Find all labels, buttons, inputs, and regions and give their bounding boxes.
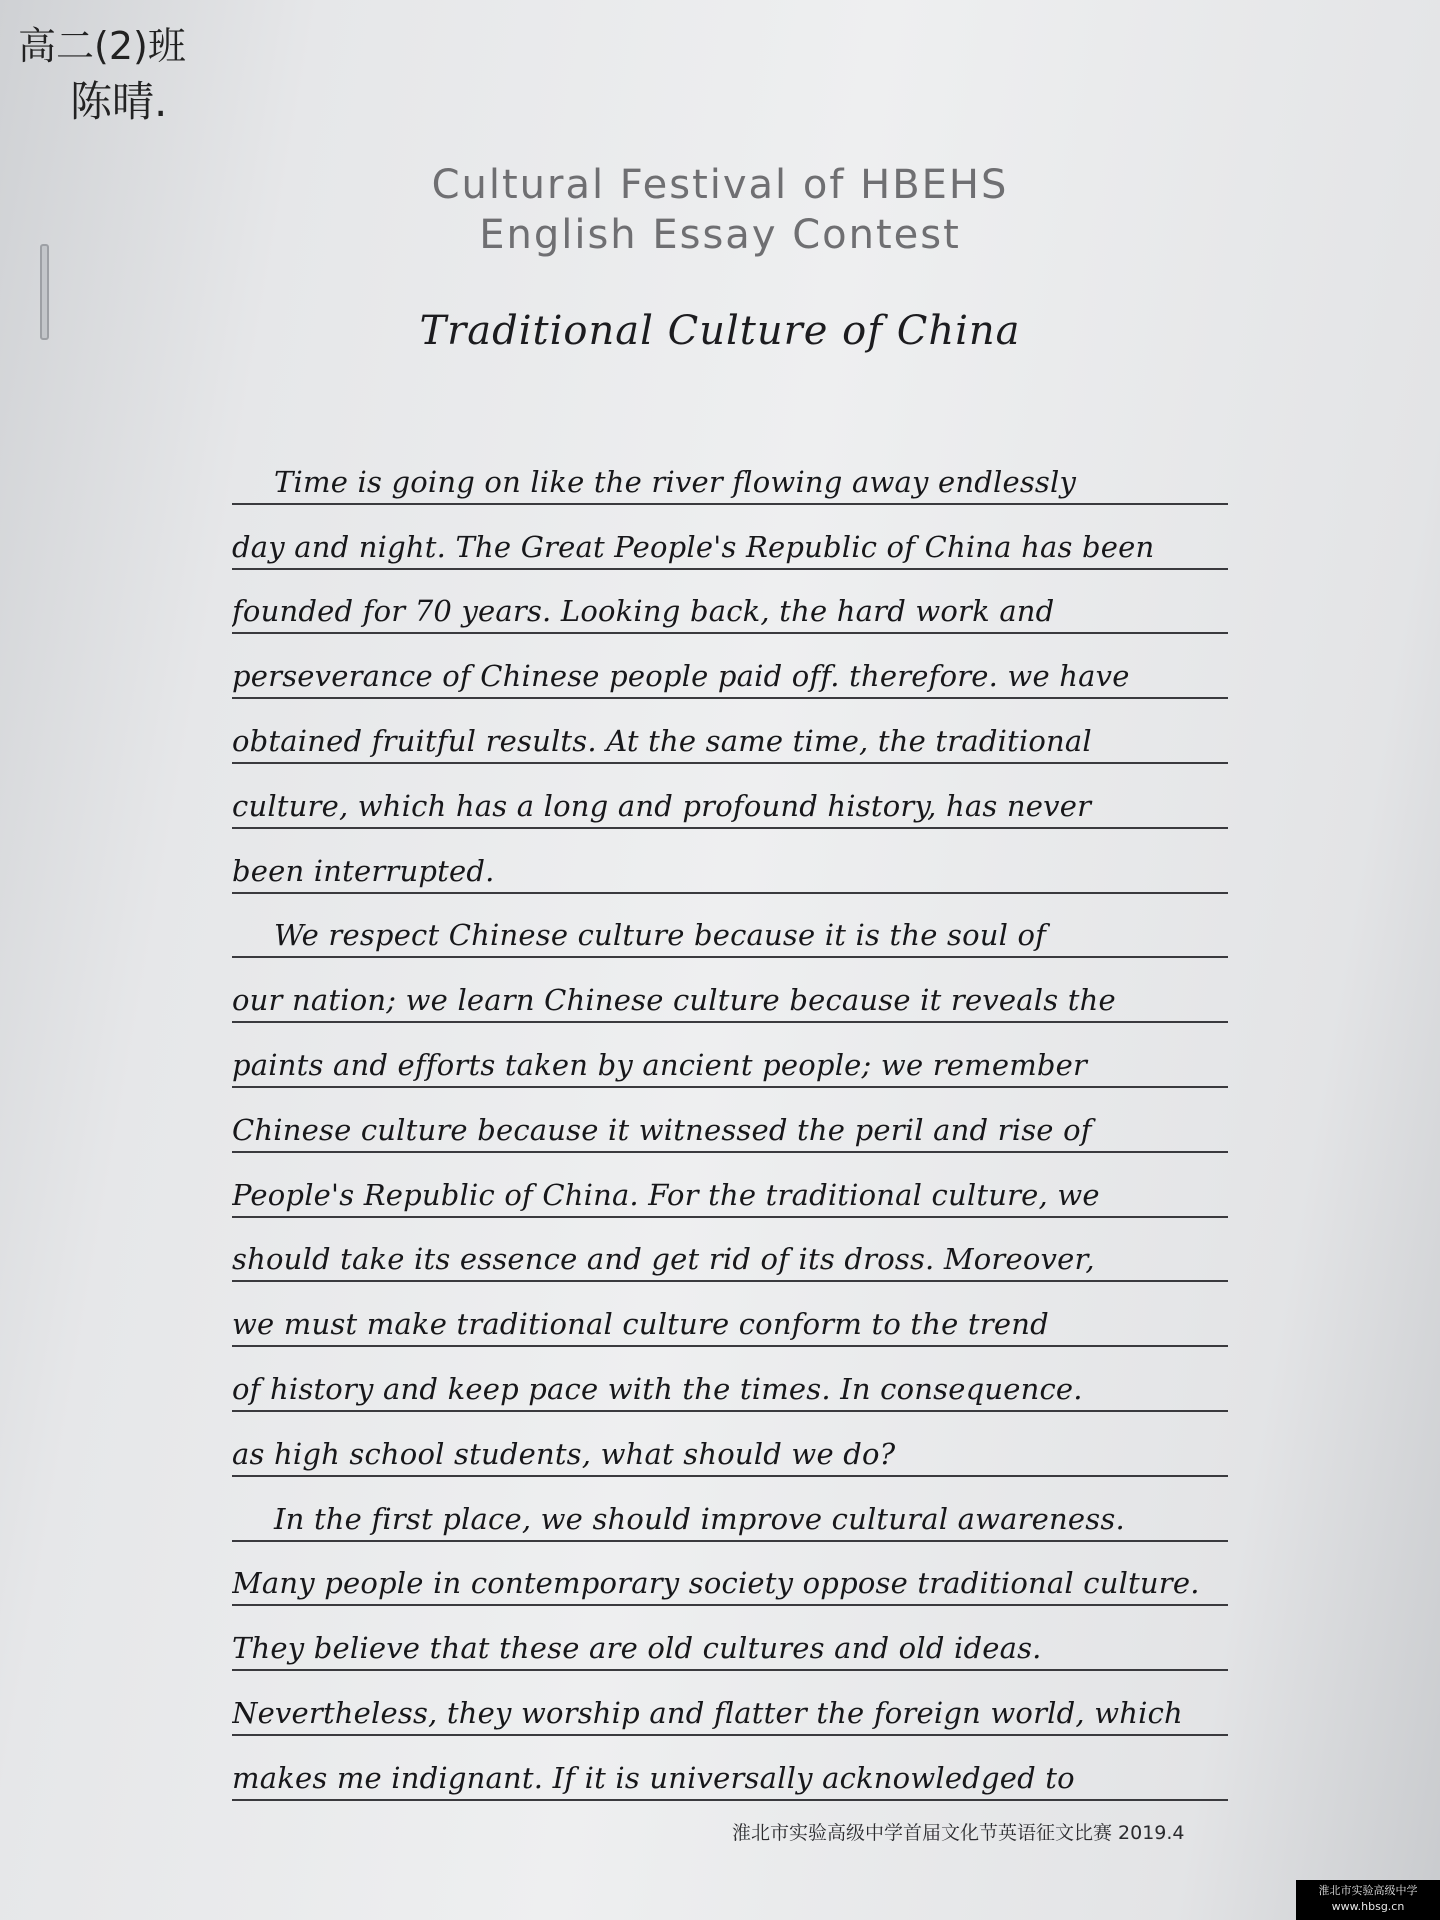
site-watermark — [1296, 1880, 1440, 1920]
class-label: 高二(2)班 — [18, 24, 186, 68]
essay-title: Traditional Culture of China — [419, 308, 1021, 354]
essay-line: perseverance of Chinese people paid off. therefore. we have — [232, 634, 1228, 699]
essay-line: culture, which has a long and profound history, has never — [232, 764, 1228, 829]
essay-line: day and night. The Great People's Republic of China has been — [232, 505, 1228, 570]
student-info — [18, 18, 186, 130]
essay-line: Many people in contemporary society oppose traditional culture. — [232, 1542, 1228, 1607]
essay-line: We respect Chinese culture because it is the soul of — [232, 894, 1228, 959]
contest-footer: 淮北市实验高级中学首届文化节英语征文比赛 2019.4 — [732, 1822, 1185, 1844]
essay-line: should take its essence and get rid of its dross. Moreover, — [232, 1218, 1228, 1283]
essay-line: obtained fruitful results. At the same time, the traditional — [232, 699, 1228, 764]
essay-line: People's Republic of China. For the traditional culture, we — [232, 1153, 1228, 1218]
contest-header — [0, 160, 1440, 260]
essay-line: of history and keep pace with the times. In consequence. — [232, 1347, 1228, 1412]
essay-line: been interrupted. — [232, 829, 1228, 894]
essay-line: Chinese culture because it witnessed the peril and rise of — [232, 1088, 1228, 1153]
watermark-line-2: www.hbsg.cn — [1331, 1900, 1405, 1913]
essay-line: as high school students, what should we do? — [232, 1412, 1228, 1477]
essay-line: Nevertheless, they worship and flatter the foreign world, which — [232, 1671, 1228, 1736]
essay-line: paints and efforts taken by ancient people; we remember — [232, 1023, 1228, 1088]
essay-line: They believe that these are old cultures and old ideas. — [232, 1606, 1228, 1671]
contest-header-line-1: Cultural Festival of HBEHS — [431, 162, 1009, 208]
essay-line: we must make traditional culture conform to the trend — [232, 1282, 1228, 1347]
student-name: 陈晴. — [70, 77, 168, 126]
essay-body — [232, 440, 1228, 1801]
essay-line: In the first place, we should improve cultural awareness. — [232, 1477, 1228, 1542]
essay-line: our nation; we learn Chinese culture because it reveals the — [232, 958, 1228, 1023]
essay-line: makes me indignant. If it is universally acknowledged to — [232, 1736, 1228, 1801]
contest-header-line-2: English Essay Contest — [479, 212, 961, 258]
essay-line: Time is going on like the river flowing away endlessly — [232, 440, 1228, 505]
watermark-line-1: 淮北市实验高级中学 — [1318, 1884, 1418, 1897]
essay-line: founded for 70 years. Looking back, the hard work and — [232, 570, 1228, 635]
